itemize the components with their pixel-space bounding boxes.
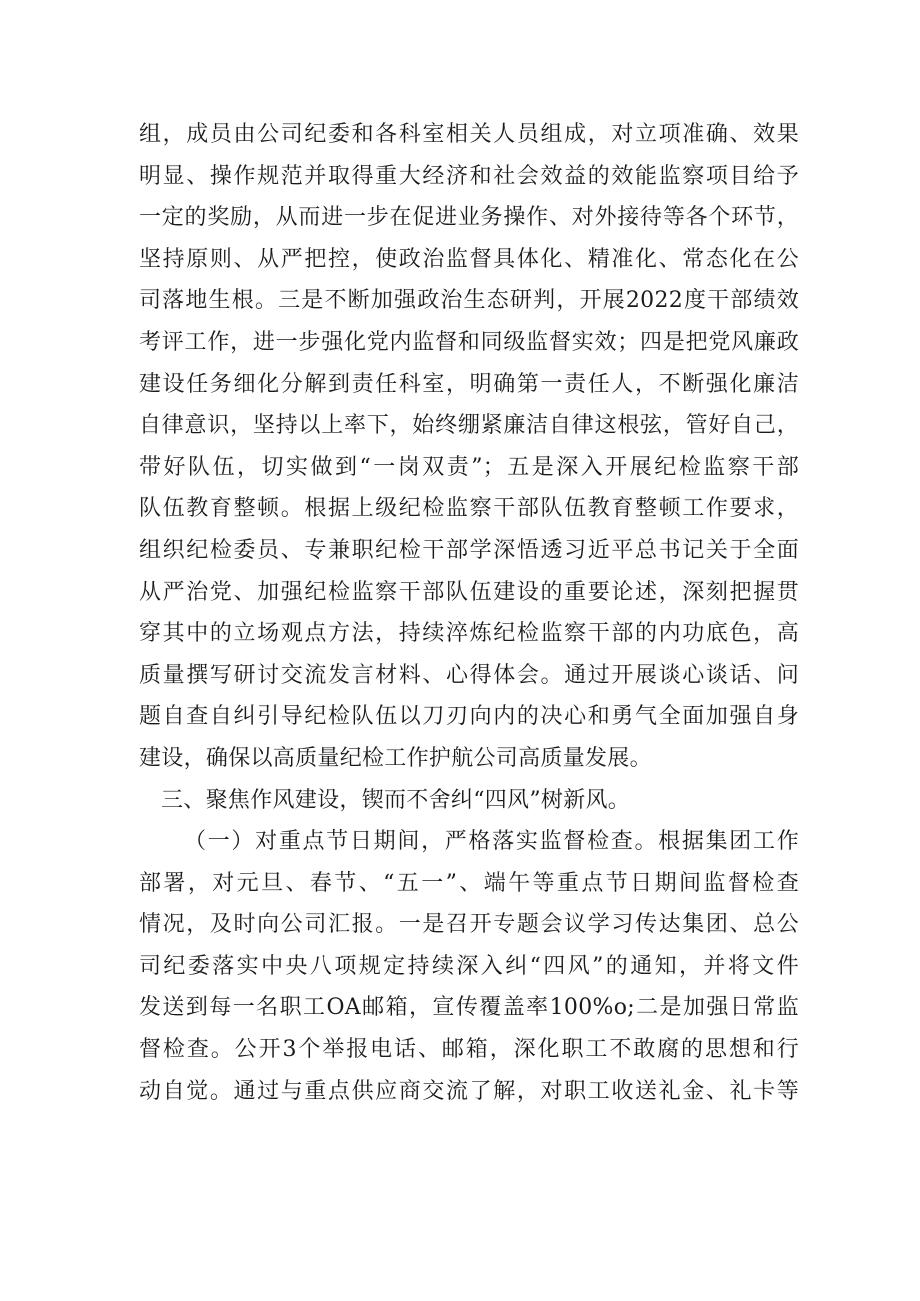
paragraph-line: 组织纪检委员、专兼职纪检干部学深悟透习近平总书记关于全面 xyxy=(139,537,799,563)
document-body xyxy=(139,114,799,1112)
paragraph-line: 穿其中的立场观点方法，持续淬炼纪检监察干部的内功底色，高 xyxy=(139,621,799,647)
paragraph-line: 题自查自纠引导纪检队伍以刀刃向内的决心和勇气全面加强自身 xyxy=(139,704,799,730)
paragraph-line: 督检查。公开3个举报电话、邮箱，深化职工不敢腐的思想和行 xyxy=(139,1037,799,1063)
paragraph-line: 组，成员由公司纪委和各科室相关人员组成，对立项准确、效果 xyxy=(139,122,799,147)
paragraph-line: 发送到每一名职工OA邮箱，宣传覆盖率100%o;二是加强日常监 xyxy=(139,995,799,1021)
paragraph-line: 带好队伍，切实做到“一岗双责”；五是深入开展纪检监察干部 xyxy=(139,454,799,480)
paragraph-line: 质量撰写研讨交流发言材料、心得体会。通过开展谈心谈话、问 xyxy=(139,662,799,688)
paragraph-line: 自律意识，坚持以上率下，始终绷紧廉洁自律这根弦，管好自己， xyxy=(139,413,799,439)
paragraph-line: 建设任务细化分解到责任科室，明确第一责任人，不断强化廉洁 xyxy=(139,371,799,397)
section-heading: 三、聚焦作风建设，锲而不舍纠“四风”树新风。 xyxy=(161,787,631,813)
paragraph-line: 情况，及时向公司汇报。一是召开专题会议学习传达集团、总公 xyxy=(139,912,799,938)
subsection-heading-line: （一）对重点节日期间，严格落实监督检查。根据集团工作 xyxy=(184,829,799,855)
paragraph-line: 从严治党、加强纪检监察干部队伍建设的重要论述，深刻把握贯 xyxy=(139,579,799,605)
paragraph-line: 考评工作，进一步强化党内监督和同级监督实效；四是把党风廉政 xyxy=(139,329,799,355)
paragraph-line: 坚持原则、从严把控，使政治监督具体化、精准化、常态化在公 xyxy=(139,246,799,272)
paragraph-line: 建设，确保以高质量纪检工作护航公司高质量发展。 xyxy=(139,745,652,771)
paragraph-line: 队伍教育整顿。根据上级纪检监察干部队伍教育整顿工作要求， xyxy=(139,496,799,522)
paragraph-line: 动自觉。通过与重点供应商交流了解，对职工收送礼金、礼卡等 xyxy=(139,1078,799,1104)
paragraph-line: 一定的奖励，从而进一步在促进业务操作、对外接待等各个环节， xyxy=(139,205,799,231)
paragraph-line: 司落地生根。三是不断加强政治生态研判，开展2022度干部绩效 xyxy=(139,288,799,314)
paragraph-line: 明显、操作规范并取得重大经济和社会效益的效能监察项目给予 xyxy=(139,163,799,189)
paragraph-line: 司纪委落实中央八项规定持续深入纠“四风”的通知，并将文件 xyxy=(139,953,799,979)
paragraph-line: 部署，对元旦、春节、“五一”、端午等重点节日期间监督检查 xyxy=(139,870,799,896)
